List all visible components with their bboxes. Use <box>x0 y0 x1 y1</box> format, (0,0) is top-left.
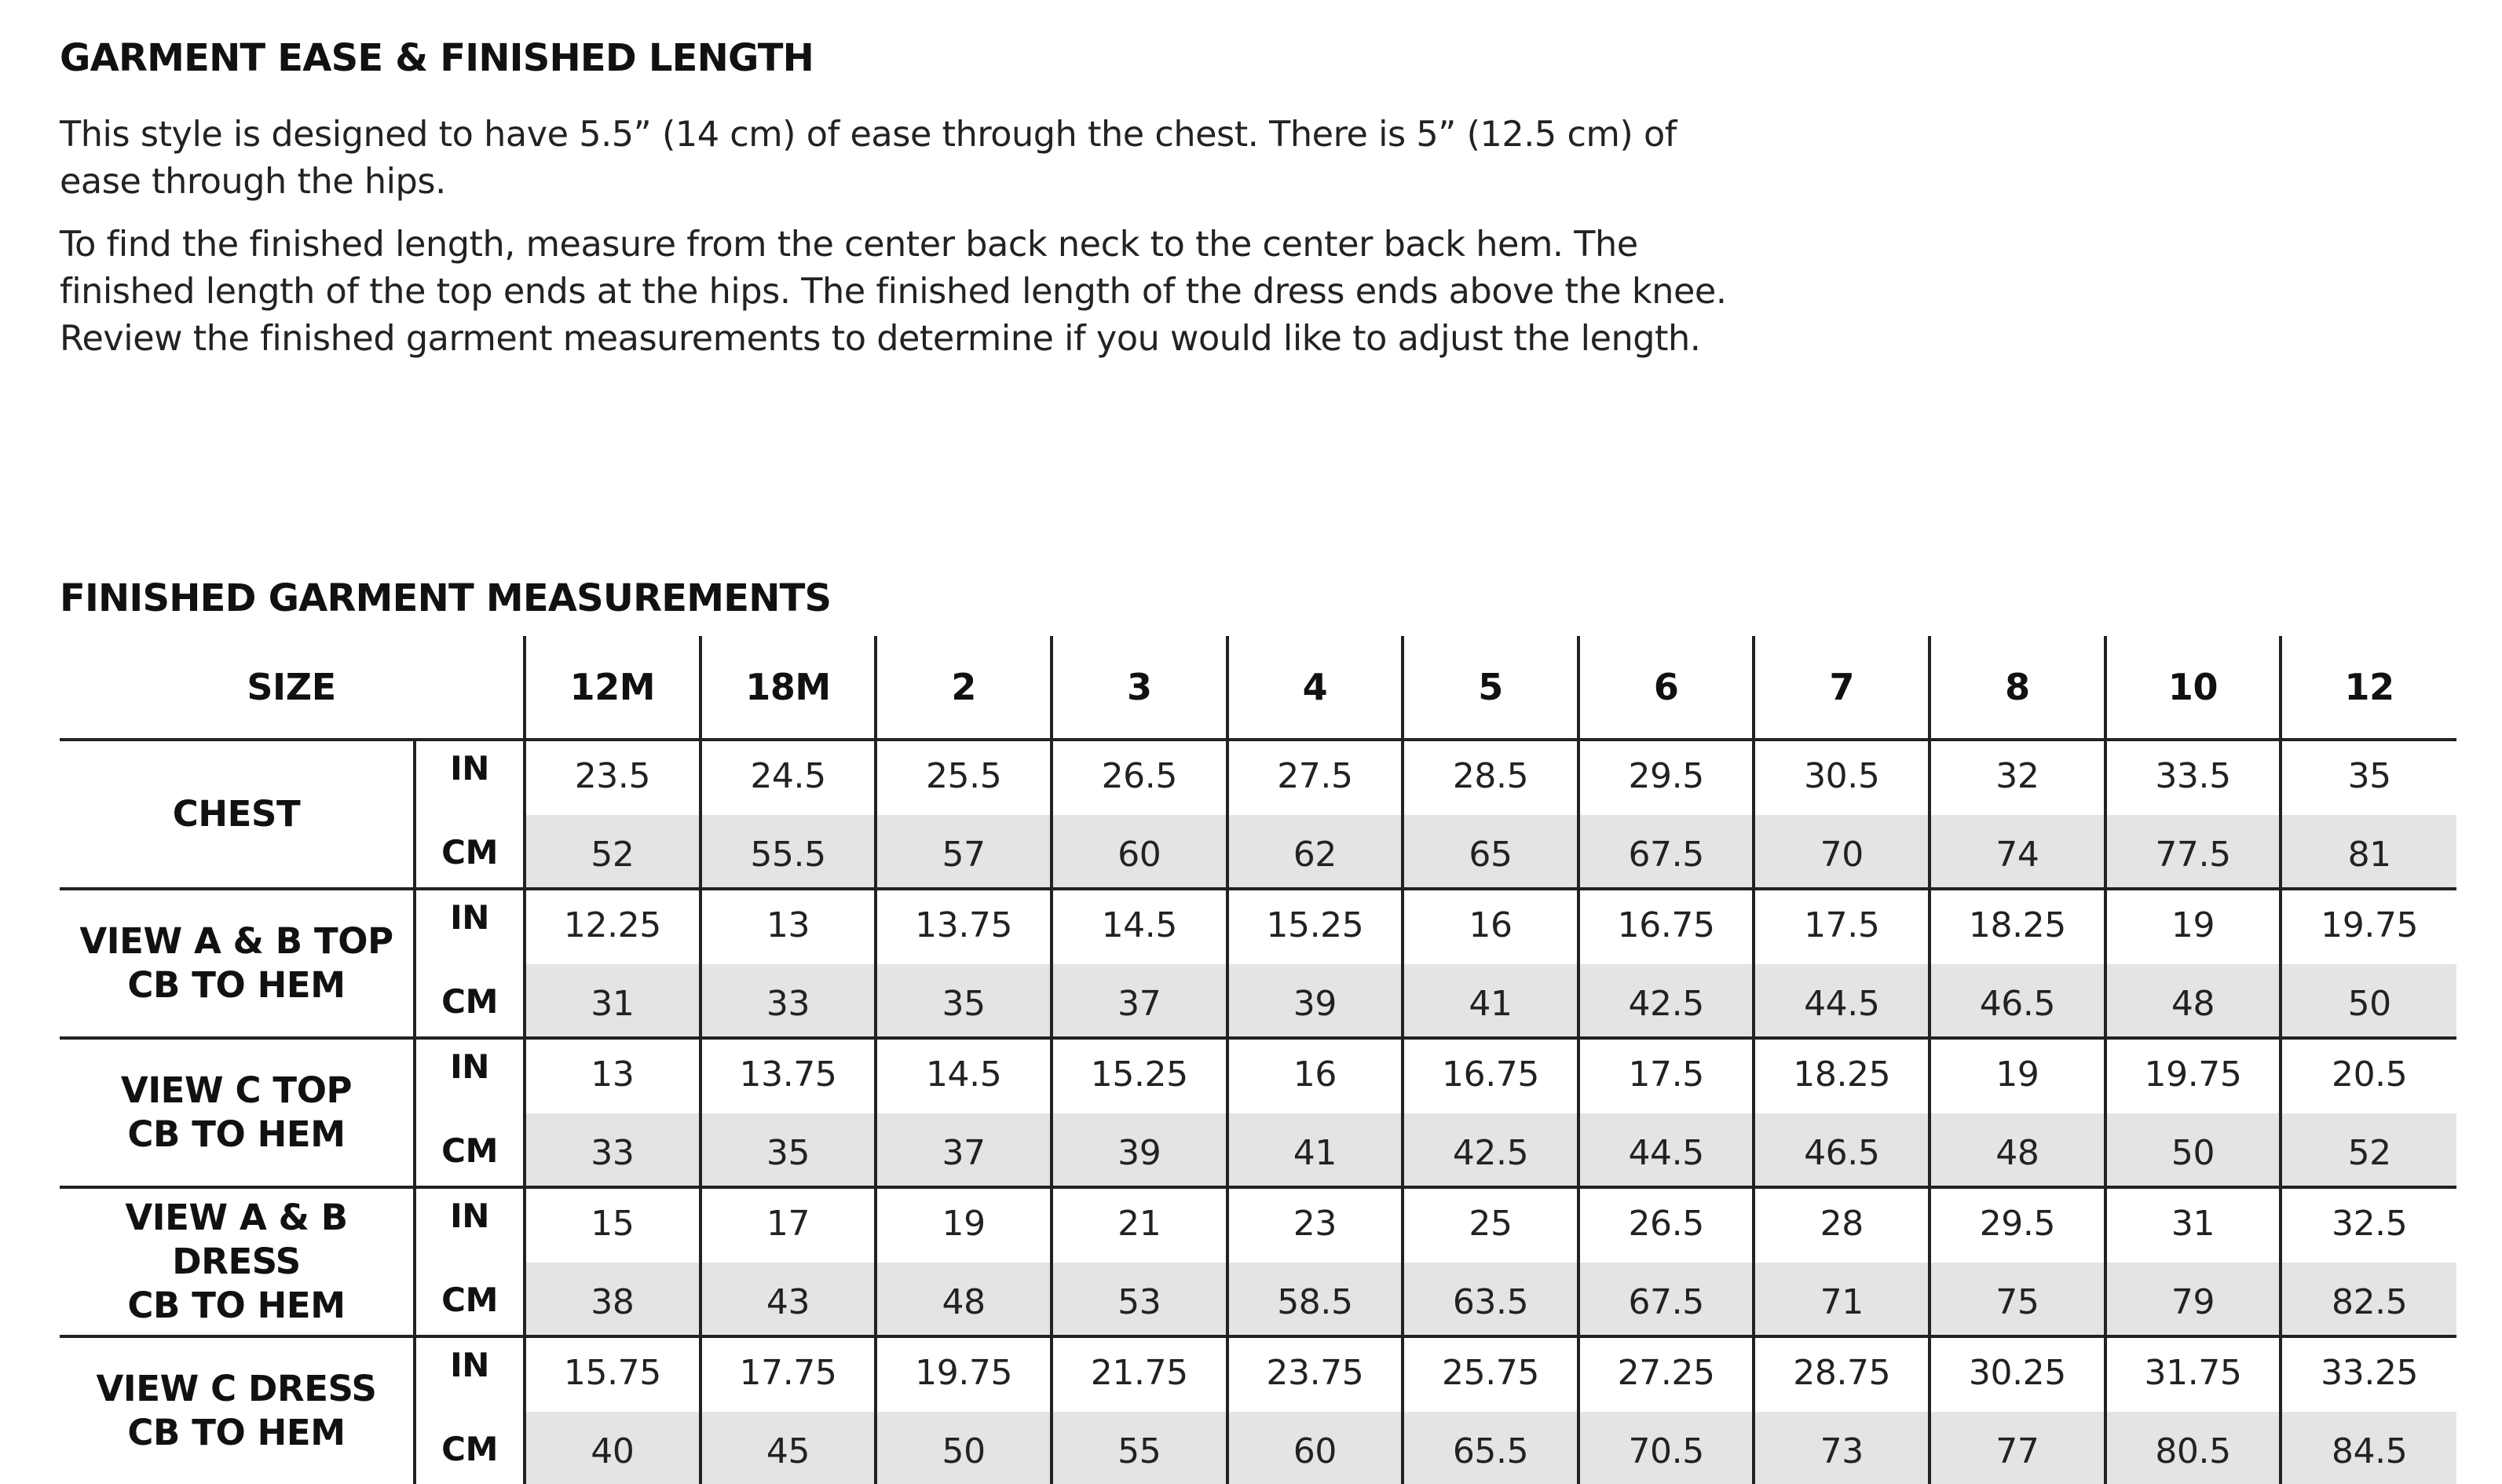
measurement-value-cm: 43 <box>700 1263 876 1336</box>
measurement-value-cm: 77 <box>1930 1412 2105 1484</box>
measurement-value-cm: 75 <box>1930 1263 2105 1336</box>
measurement-value-in: 17.75 <box>700 1336 876 1412</box>
measurement-value-cm: 60 <box>1227 1412 1403 1484</box>
measurement-value-cm: 33 <box>700 964 876 1038</box>
measurement-value-cm: 37 <box>1052 964 1227 1038</box>
measurement-value-in: 17.5 <box>1754 889 1930 964</box>
ease-description <box>60 111 1889 363</box>
measurement-value-cm: 40 <box>525 1412 700 1484</box>
unit-label-cm: CM <box>415 964 525 1038</box>
measurement-value-in: 27.5 <box>1227 740 1403 815</box>
measurements-table-body <box>60 740 2456 1484</box>
measurement-value-cm: 41 <box>1403 964 1578 1038</box>
measurement-value-cm: 42.5 <box>1578 964 1754 1038</box>
measurement-value-in: 32.5 <box>2281 1187 2456 1263</box>
measurement-value-in: 32 <box>1930 740 2105 815</box>
measurement-value-cm: 50 <box>876 1412 1052 1484</box>
measurement-value-in: 28.5 <box>1403 740 1578 815</box>
finished-length-paragraph: To find the finished length, measure from the center back neck to the center back hem. The finished length of the top ends at the hips. The finished length of the dress ends above the knee. Review the finished garment measurements to determine if you would like to adjust the length. <box>60 225 1727 359</box>
measurement-value-in: 15 <box>525 1187 700 1263</box>
measurement-value-in: 21.75 <box>1052 1336 1227 1412</box>
measurement-label: VIEW A & B TOP CB TO HEM <box>60 889 415 1038</box>
measurements-table-container <box>60 636 2456 1484</box>
unit-label-in: IN <box>415 740 525 815</box>
measurement-value-cm: 48 <box>876 1263 1052 1336</box>
measurement-value-cm: 48 <box>1930 1113 2105 1187</box>
measurement-value-in: 25 <box>1403 1187 1578 1263</box>
measurement-value-in: 13.75 <box>876 889 1052 964</box>
measurement-value-cm: 67.5 <box>1578 1263 1754 1336</box>
measurement-value-cm: 82.5 <box>2281 1263 2456 1336</box>
size-header-cell: 12M <box>525 636 700 740</box>
unit-label-cm: CM <box>415 1412 525 1484</box>
measurement-value-in: 14.5 <box>1052 889 1227 964</box>
measurement-value-cm: 55 <box>1052 1412 1227 1484</box>
measurement-row-in <box>60 889 2456 964</box>
unit-label-in: IN <box>415 889 525 964</box>
measurement-value-cm: 58.5 <box>1227 1263 1403 1336</box>
measurement-value-cm: 81 <box>2281 815 2456 889</box>
unit-label-in: IN <box>415 1038 525 1113</box>
measurement-value-in: 14.5 <box>876 1038 1052 1113</box>
measurement-row-in <box>60 1038 2456 1113</box>
measurement-value-in: 16 <box>1403 889 1578 964</box>
measurement-label: VIEW C DRESS CB TO HEM <box>96 1368 377 1453</box>
measurement-value-in: 19 <box>1930 1038 2105 1113</box>
measurement-value-cm: 65.5 <box>1403 1412 1578 1484</box>
measurement-value-in: 27.25 <box>1578 1336 1754 1412</box>
measurement-value-in: 33.5 <box>2105 740 2281 815</box>
ease-paragraph: This style is designed to have 5.5” (14 cm) of ease through the chest. There is 5” (12.5 cm) of ease through the hips. <box>60 115 1677 202</box>
measurement-value-in: 23.5 <box>525 740 700 815</box>
measurement-value-in: 21 <box>1052 1187 1227 1263</box>
measurement-row-in <box>60 1336 2456 1412</box>
measurement-value-cm: 39 <box>1052 1113 1227 1187</box>
measurement-value-in: 24.5 <box>700 740 876 815</box>
measurement-value-in: 30.25 <box>1930 1336 2105 1412</box>
measurement-value-in: 16.75 <box>1578 889 1754 964</box>
measurement-value-in: 35 <box>2281 740 2456 815</box>
measurement-value-in: 19.75 <box>2281 889 2456 964</box>
measurement-value-in: 13.75 <box>700 1038 876 1113</box>
measurement-value-cm: 57 <box>876 815 1052 889</box>
measurement-value-cm: 37 <box>876 1113 1052 1187</box>
measurement-value-in: 17 <box>700 1187 876 1263</box>
finished-garment-measurements-table <box>60 636 2456 1484</box>
measurement-value-cm: 39 <box>1227 964 1403 1038</box>
measurement-value-in: 31.75 <box>2105 1336 2281 1412</box>
measurement-value-cm: 50 <box>2281 964 2456 1038</box>
measurement-value-in: 23.75 <box>1227 1336 1403 1412</box>
measurement-label: CHEST <box>60 740 415 889</box>
measurement-value-cm: 42.5 <box>1403 1113 1578 1187</box>
size-header-cell: 2 <box>876 636 1052 740</box>
measurement-value-cm: 74 <box>1930 815 2105 889</box>
measurement-value-cm: 53 <box>1052 1263 1227 1336</box>
measurement-value-in: 28 <box>1754 1187 1930 1263</box>
measurement-value-cm: 31 <box>525 964 700 1038</box>
measurement-value-in: 25.75 <box>1403 1336 1578 1412</box>
size-header-cell: 10 <box>2105 636 2281 740</box>
measurement-value-cm: 33 <box>525 1113 700 1187</box>
measurement-row-cm <box>60 1412 2456 1484</box>
measurement-value-cm: 67.5 <box>1578 815 1754 889</box>
measurement-value-cm: 45 <box>700 1412 876 1484</box>
measurement-row-cm <box>60 964 2456 1038</box>
measurement-value-cm: 71 <box>1754 1263 1930 1336</box>
measurement-value-in: 26.5 <box>1578 1187 1754 1263</box>
measurement-value-cm: 65 <box>1403 815 1578 889</box>
size-header-cell: 18M <box>700 636 876 740</box>
measurement-value-in: 33.25 <box>2281 1336 2456 1412</box>
measurement-value-in: 30.5 <box>1754 740 1930 815</box>
measurement-value-cm: 62 <box>1227 815 1403 889</box>
measurement-value-in: 16 <box>1227 1038 1403 1113</box>
measurement-label: VIEW A & B DRESS CB TO HEM <box>60 1187 415 1336</box>
measurement-value-in: 29.5 <box>1578 740 1754 815</box>
measurement-value-cm: 44.5 <box>1578 1113 1754 1187</box>
measurement-value-in: 20.5 <box>2281 1038 2456 1113</box>
measurement-row-cm <box>60 1263 2456 1336</box>
measurement-value-in: 18.25 <box>1754 1038 1930 1113</box>
measurement-value-cm: 52 <box>525 815 700 889</box>
measurement-value-cm: 63.5 <box>1403 1263 1578 1336</box>
measurement-value-cm: 80.5 <box>2105 1412 2281 1484</box>
measurement-value-in: 15.25 <box>1227 889 1403 964</box>
unit-label-in: IN <box>415 1187 525 1263</box>
measurement-row-cm <box>60 815 2456 889</box>
measurement-value-in: 17.5 <box>1578 1038 1754 1113</box>
measurement-value-cm: 35 <box>876 964 1052 1038</box>
measurement-value-in: 13 <box>700 889 876 964</box>
measurement-row-in <box>60 740 2456 815</box>
measurement-value-in: 31 <box>2105 1187 2281 1263</box>
measurement-value-cm: 44.5 <box>1754 964 1930 1038</box>
unit-label-cm: CM <box>415 1113 525 1187</box>
measurement-row-cm <box>60 1113 2456 1187</box>
measurements-section-title: FINISHED GARMENT MEASUREMENTS <box>60 576 832 620</box>
measurement-value-cm: 38 <box>525 1263 700 1336</box>
measurement-label: VIEW C TOP CB TO HEM <box>60 1038 415 1187</box>
measurement-value-in: 26.5 <box>1052 740 1227 815</box>
measurement-value-cm: 70 <box>1754 815 1930 889</box>
measurement-value-cm: 84.5 <box>2281 1412 2456 1484</box>
size-header-cell: 6 <box>1578 636 1754 740</box>
measurement-row-in <box>60 1187 2456 1263</box>
measurement-value-in: 23 <box>1227 1187 1403 1263</box>
measurement-value-cm: 77.5 <box>2105 815 2281 889</box>
ease-section-title: GARMENT EASE & FINISHED LENGTH <box>60 36 814 80</box>
measurement-value-in: 16.75 <box>1403 1038 1578 1113</box>
size-header-cell: 4 <box>1227 636 1403 740</box>
measurement-value-in: 25.5 <box>876 740 1052 815</box>
measurement-value-in: 12.25 <box>525 889 700 964</box>
size-header-row <box>60 636 2456 740</box>
measurement-value-in: 29.5 <box>1930 1187 2105 1263</box>
measurement-value-cm: 52 <box>2281 1113 2456 1187</box>
size-header-cell: 3 <box>1052 636 1227 740</box>
measurement-value-cm: 79 <box>2105 1263 2281 1336</box>
measurement-value-in: 18.25 <box>1930 889 2105 964</box>
measurement-value-cm: 46.5 <box>1930 964 2105 1038</box>
measurement-value-cm: 50 <box>2105 1113 2281 1187</box>
measurement-value-cm: 73 <box>1754 1412 1930 1484</box>
measurement-value-in: 28.75 <box>1754 1336 1930 1412</box>
measurement-value-in: 13 <box>525 1038 700 1113</box>
measurement-value-in: 19 <box>876 1187 1052 1263</box>
unit-label-cm: CM <box>415 1263 525 1336</box>
size-column-header: SIZE <box>60 636 525 740</box>
unit-label-cm: CM <box>415 815 525 889</box>
measurement-value-cm: 48 <box>2105 964 2281 1038</box>
measurement-value-in: 15.25 <box>1052 1038 1227 1113</box>
size-header-cell: 7 <box>1754 636 1930 740</box>
measurement-value-cm: 55.5 <box>700 815 876 889</box>
measurement-value-in: 19.75 <box>2105 1038 2281 1113</box>
measurement-value-in: 15.75 <box>525 1336 700 1412</box>
measurement-value-cm: 46.5 <box>1754 1113 1930 1187</box>
measurement-value-in: 19.75 <box>876 1336 1052 1412</box>
measurement-value-cm: 70.5 <box>1578 1412 1754 1484</box>
size-header-cell: 8 <box>1930 636 2105 740</box>
measurement-value-cm: 60 <box>1052 815 1227 889</box>
size-header-cell: 12 <box>2281 636 2456 740</box>
unit-label-in: IN <box>415 1336 525 1412</box>
measurement-value-cm: 41 <box>1227 1113 1403 1187</box>
size-header-cell: 5 <box>1403 636 1578 740</box>
measurement-value-in: 19 <box>2105 889 2281 964</box>
measurement-value-cm: 35 <box>700 1113 876 1187</box>
